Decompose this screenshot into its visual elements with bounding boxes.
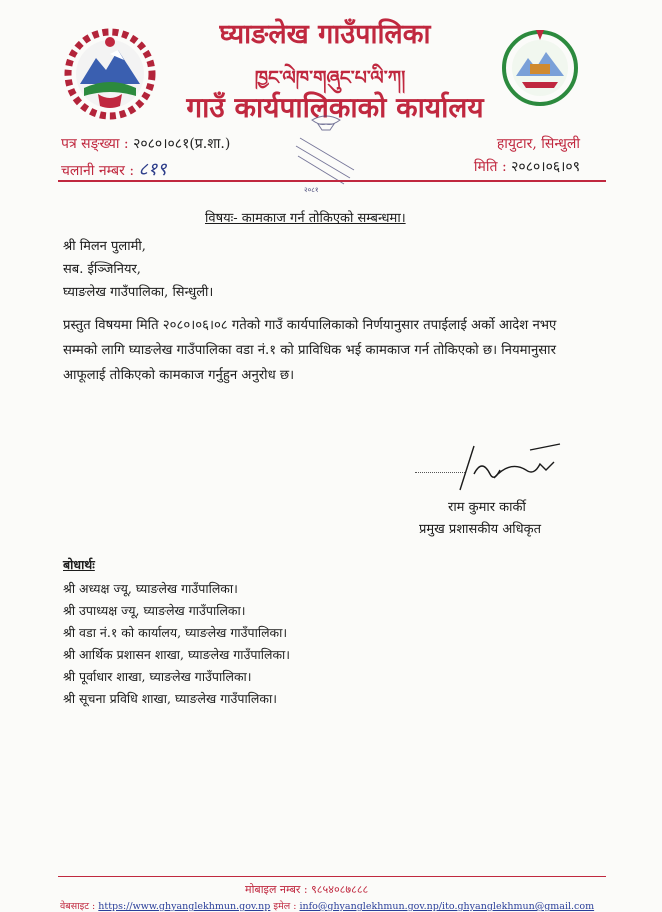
letter-subject: विषयः- कामकाज गर्न तोकिएको सम्बन्धमा। [205,211,406,226]
cc-list [63,578,290,710]
cc-item: श्री उपाध्यक्ष ज्यू, घ्याङलेख गाउँपालिका। [63,603,246,618]
letter-date-label: मिति : [473,159,507,175]
footer-email-label: इमेल : [273,901,297,912]
cc-item: श्री पूर्वाधार शाखा, घ्याङलेख गाउँपालिका। [63,669,252,684]
footer-mobile [245,882,368,897]
addressee-title: सब. ईञ्जिनियर, [63,262,141,277]
cc-item: श्री सूचना प्रविधि शाखा, घ्याङलेख गाउँपालिका। [63,691,277,706]
footer-mobile-value: ९८५४०८७८८८ [311,883,369,896]
footer-email-link[interactable]: info@ghyanglekhmun.gov.np/ito.ghyanglekhmun@gmail.com [299,901,595,912]
signatory-name: राम कुमार कार्की [448,500,526,515]
dispatch-number-value: ८१९ [138,159,167,180]
signature-line [415,472,465,473]
dispatch-number [61,157,167,181]
footer-web [60,899,594,912]
cc-heading: बोधार्थः [63,557,95,572]
letter-number-value: २०८०।०८१(प्र.शा.) [133,136,231,152]
footer-website-link[interactable]: https://www.ghyanglekhmun.gov.np [98,901,271,912]
cc-item: श्री वडा नं.१ को कार्यालय, घ्याङलेख गाउँपालिका। [63,625,288,640]
header-divider [58,180,606,182]
footer-website-label: वेबसाइट : [60,901,96,912]
signatory-designation: प्रमुख प्रशासकीय अधिकृत [419,522,542,537]
addressee-office: घ्याङलेख गाउँपालिका, सिन्धुली। [63,285,214,300]
letter-number [61,134,230,153]
letterhead-title: घ्याङलेख गाउँपालिका [219,19,431,50]
cc-item: श्री अध्यक्ष ज्यू, घ्याङलेख गाउँपालिका। [63,581,238,596]
dispatch-number-label: चलानी नम्बर : [61,163,135,179]
stamp-year: २०८१ [304,186,319,194]
footer-divider [58,876,606,877]
letter-number-label: पत्र सङ्ख्या : [61,136,129,152]
letterhead-office: गाउँ कार्यपालिकाको कार्यालय [186,91,484,124]
footer-mobile-label: मोबाइल नम्बर : [245,883,308,896]
letter-date [440,157,580,176]
letter-body: प्रस्तुत विषयमा मिति २०८०।०६।०८ गतेको गाउँ कार्यपालिकाको निर्णयानुसार तपाईलाई अर्को आदेश नभए सम्मको लागि घ्याङलेख गाउँपालिका वडा नं.१ को प्राविधिक भई कामकाज गर्न तोकिएको छ। नियमानुसार आफूलाई तोकिएको कामकाज गर्नुहुन अनुरोध छ। [63,318,557,383]
letter-date-value: २०८०।०६।०९ [511,159,580,175]
office-location: हायुटार, सिन्धुली [496,136,580,152]
letterhead-title-tibetan: ཁྱང་ལེཁ་གཞུང་པ་ལི་ཀ། [254,67,406,89]
cc-item: श्री आर्थिक प्रशासन शाखा, घ्याङलेख गाउँपालिका। [63,647,291,662]
addressee-name: श्री मिलन पुलामी, [63,239,146,254]
handwritten-signature-icon [430,440,570,500]
